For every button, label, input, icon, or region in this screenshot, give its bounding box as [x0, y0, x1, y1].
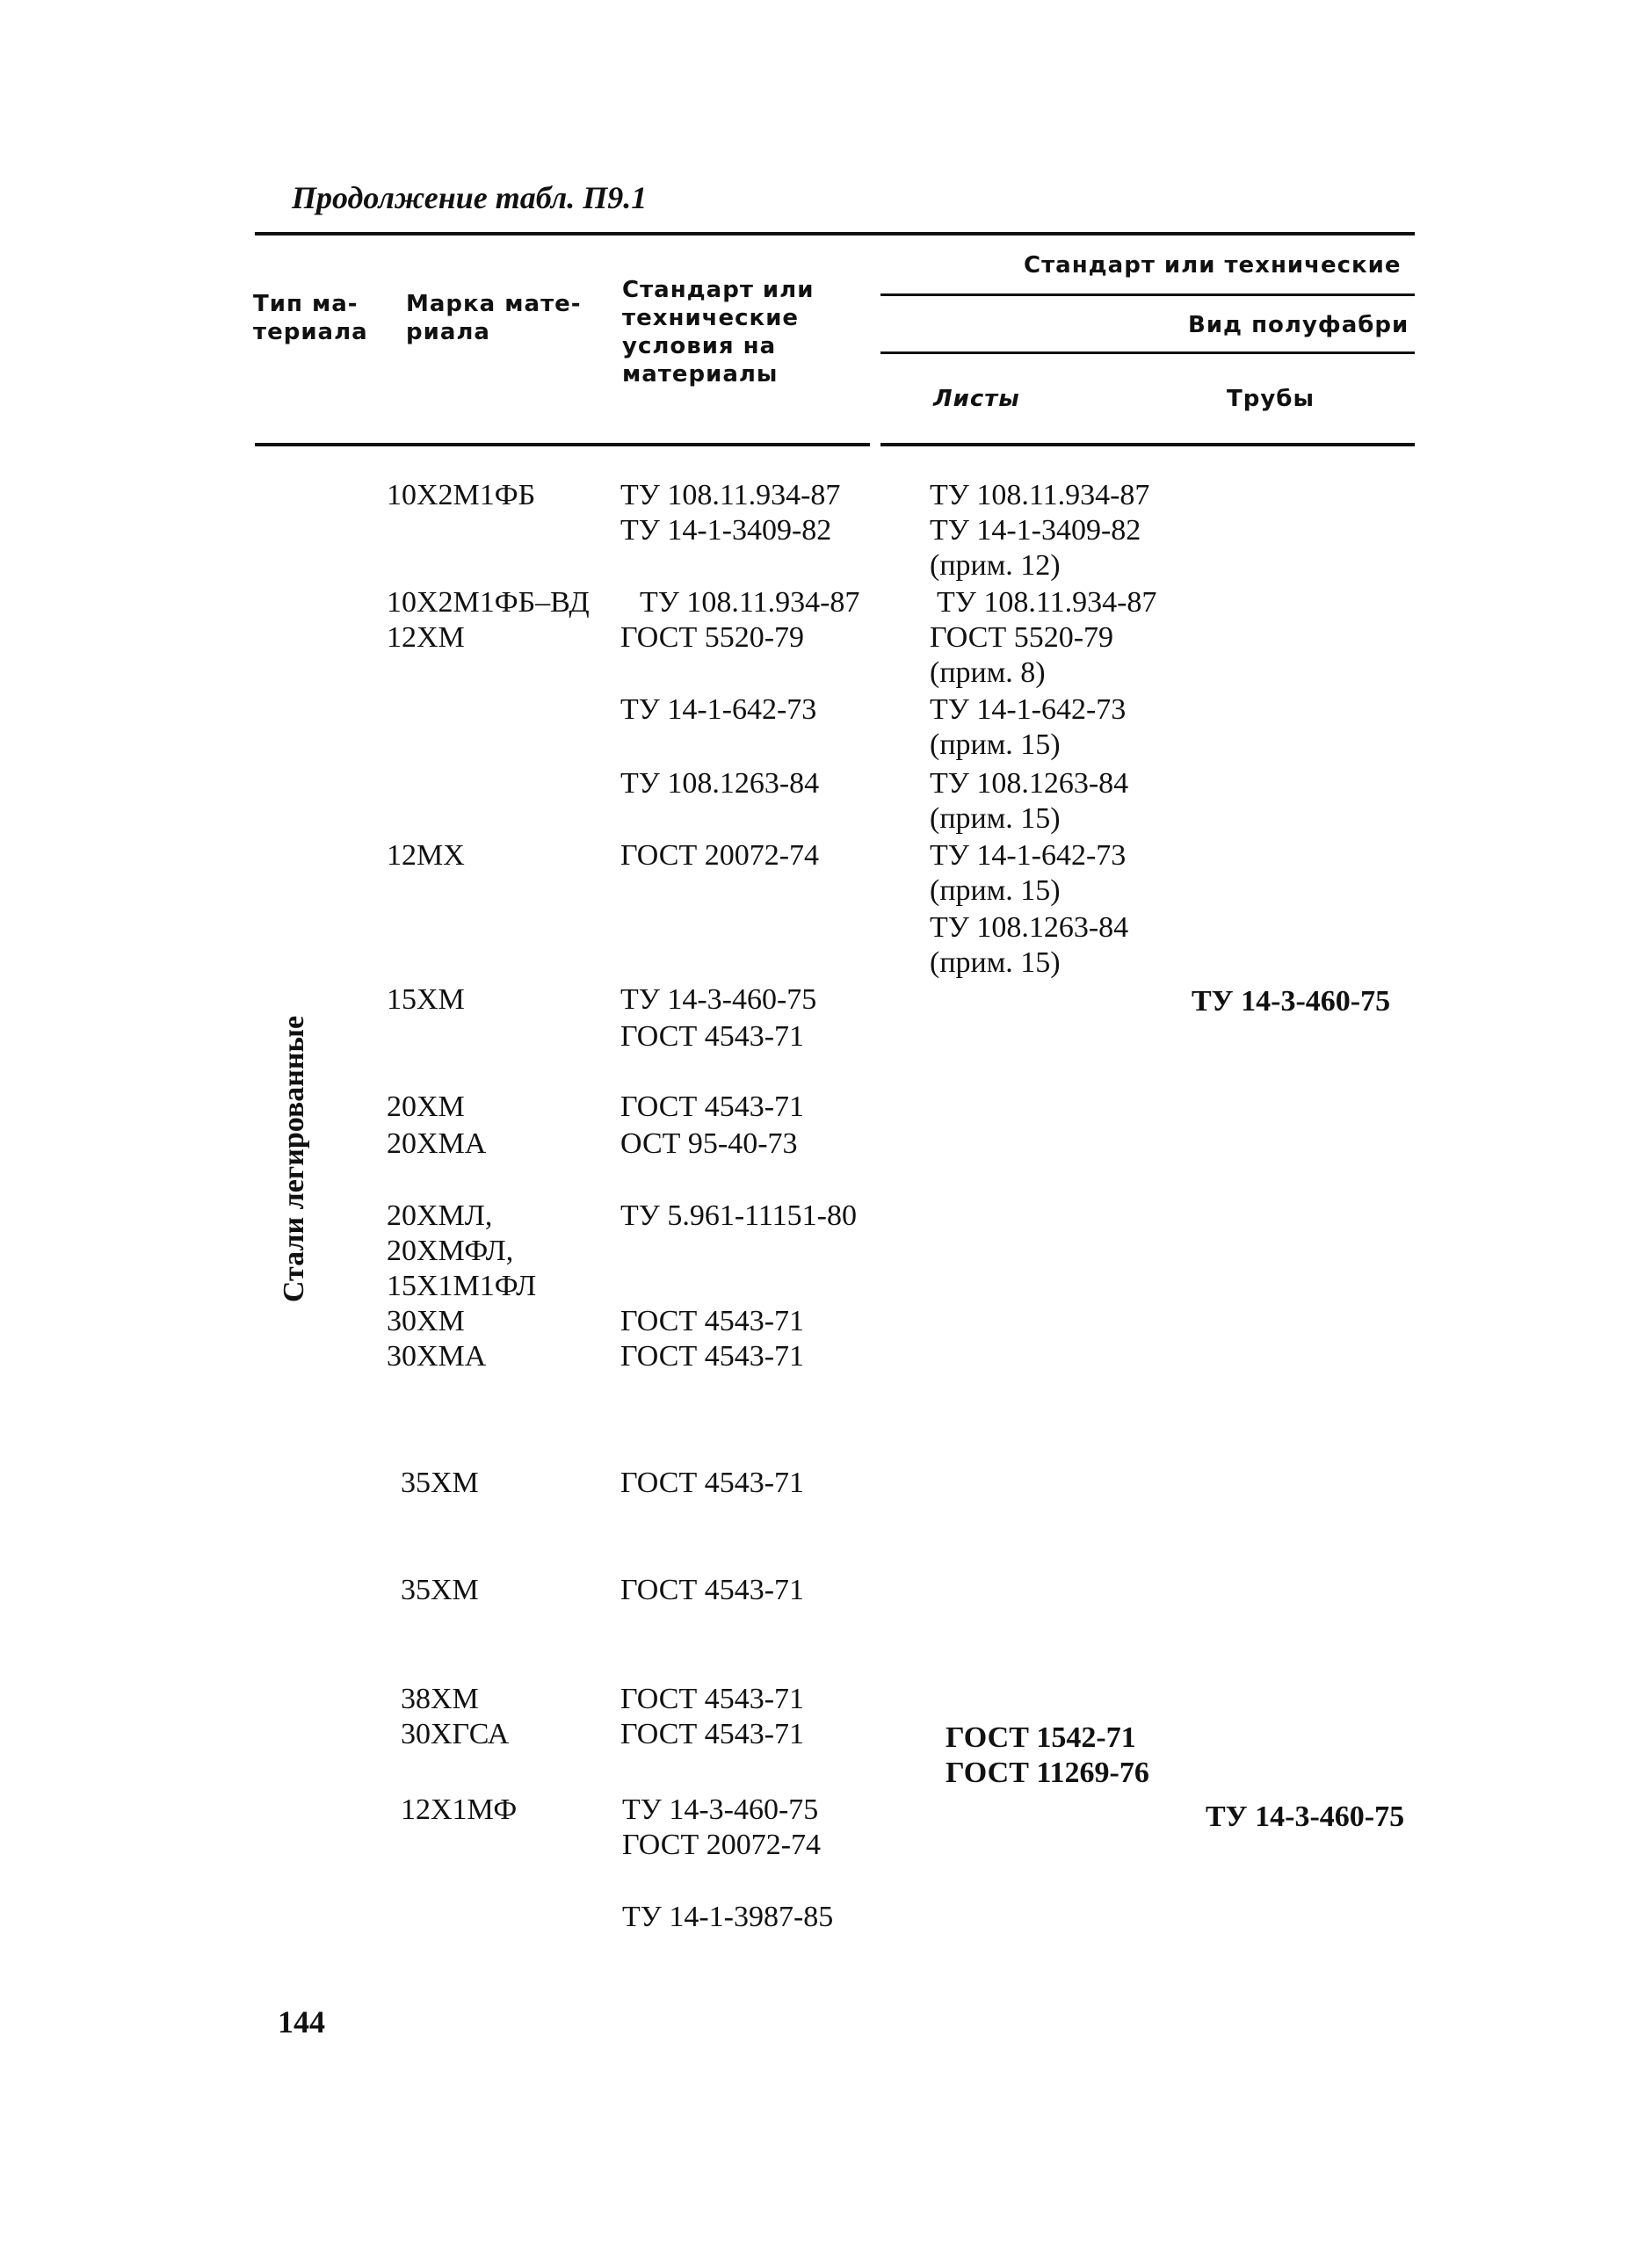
header-grade-line: Марка мате-	[406, 291, 582, 317]
cell-grade: 12Х1МФ	[401, 1793, 518, 1826]
header-standard-line: Стандарт или	[622, 277, 815, 303]
header-group-title: Стандарт или технические	[1024, 252, 1402, 279]
cell-sheets: ТУ 14-1-3409-82	[930, 514, 1141, 547]
header-bottom-rule-right	[880, 443, 1415, 446]
header-grade-line: риала	[406, 319, 490, 345]
header-standard-line: материалы	[622, 361, 779, 388]
cell-sheets: ГОСТ 1542-71	[946, 1721, 1136, 1754]
cell-sheets: (прим. 8)	[930, 656, 1046, 689]
cell-grade: 30ХМА	[387, 1340, 487, 1373]
header-sheets: Листы	[933, 386, 1020, 412]
cell-standard: ТУ 108.1263-84	[620, 767, 820, 800]
cell-sheets: ТУ 108.1263-84	[930, 911, 1129, 944]
cell-standard: ОСТ 95-40-73	[620, 1127, 798, 1160]
cell-standard: ТУ 14-1-3409-82	[620, 514, 832, 547]
header-standard-line: технические	[622, 305, 800, 331]
cell-standard: ТУ 14-1-642-73	[620, 693, 817, 726]
cell-standard: ТУ 5.961-11151-80	[620, 1199, 857, 1232]
cell-sheets: (прим. 15)	[930, 802, 1061, 835]
material-type-label	[255, 1014, 334, 1304]
cell-pipes: ТУ 14-3-460-75	[1192, 985, 1391, 1018]
table-caption: Продолжение табл. П9.1	[292, 180, 648, 215]
cell-sheets: ГОСТ 5520-79	[930, 621, 1114, 654]
cell-grade: 20ХМФЛ,	[387, 1235, 514, 1267]
header-type-line: териала	[253, 319, 368, 345]
cell-grade: 38ХМ	[401, 1683, 479, 1715]
cell-sheets: ТУ 14-1-642-73	[930, 693, 1127, 726]
subgroup-rule	[880, 351, 1415, 354]
header-pipes: Трубы	[1227, 386, 1315, 412]
cell-standard: ГОСТ 4543-71	[620, 1683, 805, 1715]
cell-grade: 35ХМ	[401, 1574, 479, 1606]
cell-sheets: ТУ 108.11.934-87	[937, 586, 1157, 619]
cell-grade: 12ХМ	[387, 621, 465, 654]
header-type-line: Тип ма-	[253, 291, 359, 317]
cell-standard: ГОСТ 5520-79	[620, 621, 805, 654]
cell-grade: 30ХМ	[387, 1305, 465, 1337]
cell-grade: 10Х2М1ФБ–ВД	[387, 586, 590, 619]
header-subgroup-title: Вид полуфабри	[1188, 312, 1409, 338]
cell-standard: ТУ 108.11.934-87	[620, 479, 841, 511]
cell-grade: 30ХГСА	[401, 1718, 510, 1750]
cell-standard: ТУ 14-1-3987-85	[622, 1901, 834, 1933]
cell-sheets: ТУ 108.11.934-87	[930, 479, 1150, 511]
cell-grade: 15Х1М1ФЛ	[387, 1270, 537, 1302]
cell-sheets: (прим. 15)	[930, 874, 1061, 907]
group-rule	[880, 293, 1415, 296]
top-rule	[255, 232, 1415, 235]
cell-standard: ГОСТ 20072-74	[620, 839, 820, 872]
header-bottom-rule-left	[255, 443, 870, 446]
cell-standard: ГОСТ 4543-71	[620, 1718, 805, 1750]
material-type-text: Стали легированные	[278, 1015, 310, 1303]
header-standard-line: условия на	[622, 333, 777, 359]
page-number: 144	[278, 2004, 325, 2040]
header-type	[253, 290, 368, 346]
cell-grade: 35ХМ	[401, 1467, 479, 1499]
cell-standard: ГОСТ 4543-71	[620, 1340, 805, 1373]
cell-sheets: (прим. 15)	[930, 728, 1061, 761]
cell-grade: 20ХМЛ,	[387, 1199, 493, 1232]
cell-standard: ГОСТ 4543-71	[620, 1467, 805, 1499]
cell-sheets: (прим. 15)	[930, 946, 1061, 979]
cell-sheets: ТУ 108.1263-84	[930, 767, 1129, 800]
cell-sheets: ТУ 14-1-642-73	[930, 839, 1127, 872]
cell-sheets: ГОСТ 11269-76	[946, 1757, 1149, 1789]
cell-grade: 12МХ	[387, 839, 465, 872]
cell-standard: ГОСТ 4543-71	[620, 1305, 805, 1337]
cell-pipes: ТУ 14-3-460-75	[1206, 1800, 1405, 1833]
cell-standard: ГОСТ 4543-71	[620, 1020, 805, 1053]
cell-sheets: (прим. 12)	[930, 549, 1061, 582]
cell-grade: 20ХМ	[387, 1090, 465, 1123]
cell-grade: 20ХМА	[387, 1127, 487, 1160]
cell-standard: ГОСТ 20072-74	[622, 1829, 822, 1861]
cell-standard: ТУ 14-3-460-75	[620, 983, 817, 1016]
cell-standard: ГОСТ 4543-71	[620, 1090, 805, 1123]
cell-standard: ТУ 108.11.934-87	[640, 586, 860, 619]
cell-standard: ГОСТ 4543-71	[620, 1574, 805, 1606]
cell-standard: ТУ 14-3-460-75	[622, 1793, 819, 1826]
header-grade	[406, 290, 582, 346]
cell-grade: 15ХМ	[387, 983, 465, 1016]
cell-grade: 10Х2М1ФБ	[387, 479, 536, 511]
header-standard	[622, 276, 814, 388]
